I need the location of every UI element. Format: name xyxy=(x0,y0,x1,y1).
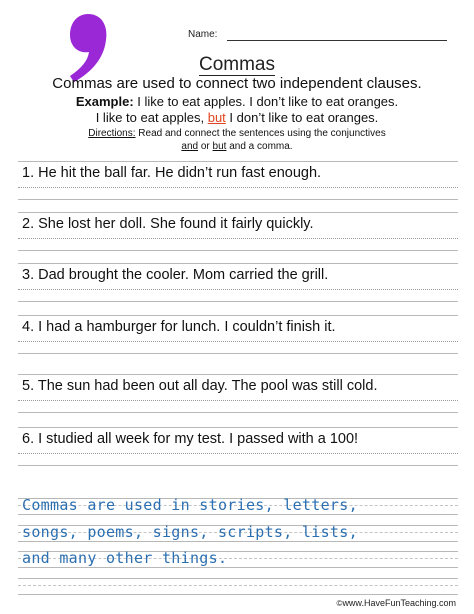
handwriting-text-3: and many other things. xyxy=(22,549,228,567)
page-title: Commas xyxy=(198,54,275,75)
handwriting-text-2: songs, poems, signs, scripts, lists, xyxy=(22,523,358,541)
intro-combined-example: I like to eat apples, but I don’t like to eat oranges. xyxy=(95,110,379,125)
directions-conjunctions: and or but and a comma. xyxy=(181,141,293,152)
exercise-4-text: 4. I had a hamburger for lunch. I couldn’t finish it. xyxy=(22,319,336,335)
directions: Directions: Read and connect the sentences using the conjunctives xyxy=(88,128,386,139)
copyright-symbol: © xyxy=(336,599,343,608)
answer-line-3[interactable] xyxy=(18,301,458,302)
intro-example: Example: I like to eat apples. I don’t like to eat oranges. xyxy=(75,94,399,109)
handwriting-text-1: Commas are used in stories, letters, xyxy=(22,496,358,514)
footer-site: www.HaveFunTeaching.com xyxy=(342,598,456,608)
answer-line-2[interactable] xyxy=(18,250,458,251)
exercise-1-text: 1. He hit the ball far. He didn’t run fast enough. xyxy=(22,165,322,181)
exercise-5-text: 5. The sun had been out all day. The pool was still cold. xyxy=(22,378,378,394)
answer-line-4[interactable] xyxy=(18,353,458,354)
footer-copyright xyxy=(337,598,456,608)
name-line[interactable] xyxy=(227,40,447,41)
exercise-6-text: 6. I studied all week for my test. I passed with a 100! xyxy=(22,431,359,447)
answer-line-5[interactable] xyxy=(18,412,458,413)
exercise-2-text: 2. She lost her doll. She found it fairly quickly. xyxy=(22,216,314,232)
exercise-3-text: 3. Dad brought the cooler. Mom carried the grill. xyxy=(22,267,329,283)
intro-rule: Commas are used to connect two independent clauses. xyxy=(52,75,422,92)
answer-line-6[interactable] xyxy=(18,465,458,466)
name-label: Name: xyxy=(188,29,218,40)
answer-line-1[interactable] xyxy=(18,199,458,200)
